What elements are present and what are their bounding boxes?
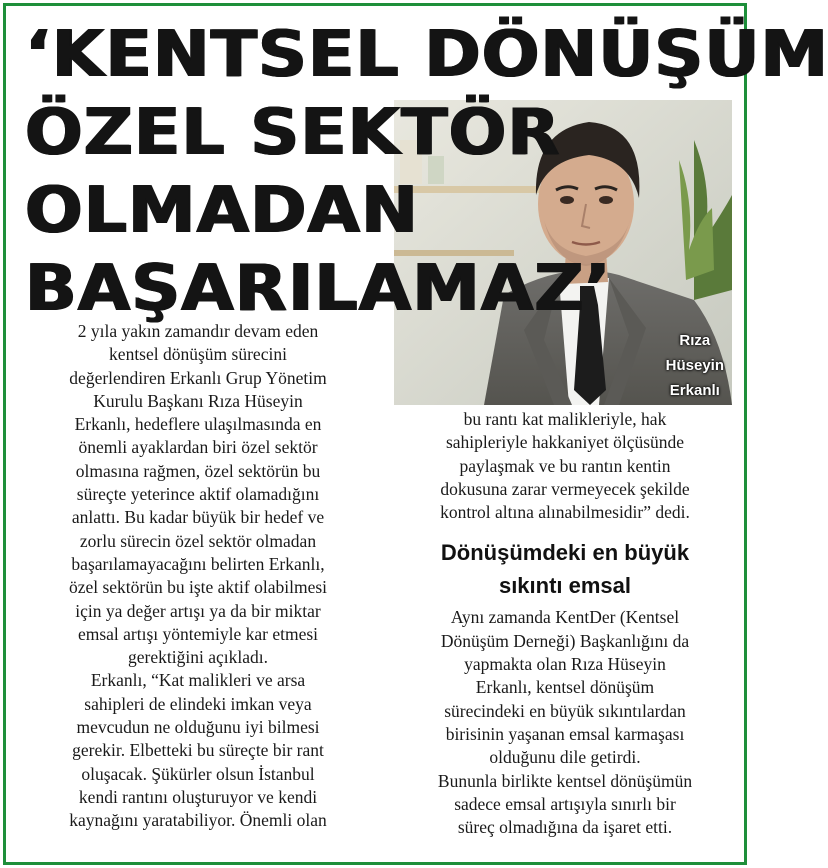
body-line: kontrol altına alınabilmesidir” dedi. (440, 502, 690, 523)
photo-caption (666, 328, 724, 403)
body-line: olduğunu dile getirdi. (489, 747, 641, 768)
body-line: süreç olmadığına da işaret etti. (457, 817, 673, 838)
body-line: gerekir. Elbetteki bu süreçte bir rant (72, 740, 324, 761)
body-line: Bununla birlikte kentsel dönüşümün (437, 770, 693, 791)
body-line: olmasına rağmen, özel sektörün bu (75, 460, 321, 481)
body-line: yapmakta olan Rıza Hüseyin (464, 654, 666, 675)
body-line: özel sektörün bu işte aktif olabilmesi (68, 577, 328, 598)
headline-line: BAŞARILAMAZ’ (24, 252, 611, 326)
body-line: bu rantı kat malikleriyle, hak (463, 409, 667, 429)
headline (24, 16, 828, 328)
body-line: değerlendiren Erkanlı Grup Yönetim (69, 367, 327, 388)
body-line: Aynı zamanda KentDer (Kentsel (450, 607, 680, 628)
body-line: anlattı. Bu kadar büyük bir hedef ve (71, 507, 325, 528)
body-line: sahipleriyle hakkaniyet ölçüsünde (445, 432, 685, 453)
body-line: önemli ayaklardan biri özel sektör (78, 437, 318, 458)
body-line: emsal artışı yöntemiyle kar etmesi (77, 623, 319, 644)
headline-line: OLMADAN (24, 174, 418, 248)
body-line: dokusuna zarar vermeyecek şekilde (440, 478, 690, 499)
body-line: gerektiğini açıkladı. (128, 647, 268, 668)
caption-line: Erkanlı (669, 382, 720, 399)
body-line: zorlu sürecin özel sektör olmadan (79, 530, 317, 551)
body-line: sadece emsal artışıyla sınırlı bir (454, 793, 676, 814)
body-line: birisinin yaşanan emsal karmaşası (445, 723, 685, 744)
body-line: için ya değer artışı ya da bir miktar (75, 600, 321, 621)
body-line: sahipleri de elindeki imkan veya (84, 693, 312, 714)
body-column-left (18, 320, 378, 833)
article-frame (3, 3, 828, 865)
body-line: kentsel dönüşüm sürecini (109, 344, 287, 365)
body-line: Erkanlı, hedeflere ulaşılmasında en (74, 414, 322, 435)
body-line: sürecindeki en büyük sıkıntılardan (444, 700, 686, 721)
body-line: 2 yıla yakın zamandır devam eden (77, 321, 319, 341)
body-line: kendi rantını oluşturuyor ve kendi (78, 786, 318, 807)
body-line: oluşacak. Şükürler olsun İstanbul (81, 763, 315, 784)
body-line: Erkanlı, kentsel dönüşüm (475, 677, 655, 698)
caption-line: Rıza (679, 332, 711, 349)
body-line: süreçte yeterince aktif olamadığını (76, 484, 320, 505)
body-line: paylaşmak ve bu rantın kentin (459, 455, 671, 476)
body-line: Dönüşüm Derneği) Başkanlığını da (440, 630, 690, 651)
body-column-right (400, 408, 730, 839)
subheading-line: sıkıntı emsal (498, 573, 632, 599)
body-line: mevcudun ne olduğunu iyi bilmesi (76, 717, 320, 738)
headline-line: ‘KENTSEL DÖNÜŞÜM (24, 18, 828, 92)
body-line: kaynağını yaratabiliyor. Önemli olan (69, 810, 327, 831)
subheading-line: Dönüşümdeki en büyük (440, 540, 690, 566)
headline-line: ÖZEL SEKTÖR (24, 96, 560, 170)
body-line: başarılamayacağını belirten Erkanlı, (71, 553, 325, 574)
body-line: Erkanlı, “Kat malikleri ve arsa (90, 670, 306, 691)
body-line: Kurulu Başkanı Rıza Hüseyin (93, 390, 303, 411)
caption-line: Hüseyin (665, 357, 724, 374)
subheading (400, 536, 730, 602)
